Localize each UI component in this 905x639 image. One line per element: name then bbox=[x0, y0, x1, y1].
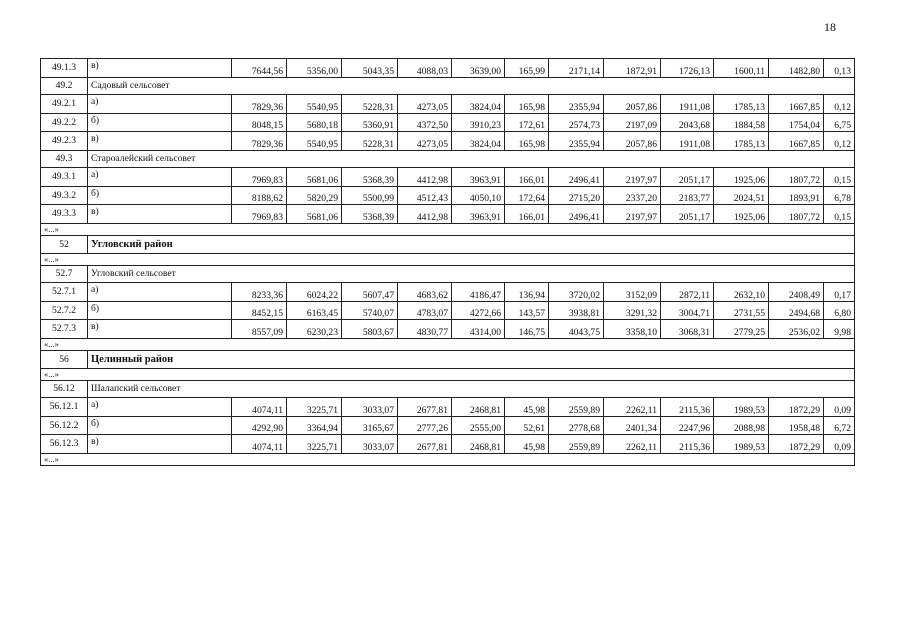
row-code: 49.3.3 bbox=[41, 205, 88, 224]
value-cell: 0,13 bbox=[824, 59, 855, 78]
value-cell: 5681,06 bbox=[287, 168, 342, 187]
value-cell: 6,80 bbox=[824, 301, 855, 320]
value-cell: 8557,09 bbox=[232, 320, 287, 339]
value-cell: 7969,83 bbox=[232, 168, 287, 187]
value-cell: 5228,31 bbox=[342, 95, 398, 114]
value-cell: 8188,62 bbox=[232, 186, 287, 205]
value-cell: 2024,51 bbox=[714, 186, 769, 205]
value-cell: 2197,97 bbox=[604, 168, 661, 187]
value-cell: 2731,55 bbox=[714, 301, 769, 320]
value-cell: 6,72 bbox=[824, 416, 855, 435]
value-cell: 2197,97 bbox=[604, 205, 661, 224]
value-cell: 6163,45 bbox=[287, 301, 342, 320]
row-variant: в) bbox=[88, 59, 232, 78]
value-cell: 4186,47 bbox=[452, 283, 505, 302]
settlement-row bbox=[41, 77, 855, 95]
value-cell: 5540,95 bbox=[287, 95, 342, 114]
page-number: 18 bbox=[824, 20, 836, 34]
value-cell: 4088,03 bbox=[398, 59, 452, 78]
row-code: 52.7.1 bbox=[41, 283, 88, 302]
value-cell: 5368,39 bbox=[342, 205, 398, 224]
value-cell: 2262,11 bbox=[604, 398, 661, 417]
value-cell: 1667,85 bbox=[769, 95, 824, 114]
value-cell: 0,09 bbox=[824, 398, 855, 417]
value-cell: 1925,06 bbox=[714, 205, 769, 224]
value-cell: 4314,00 bbox=[452, 320, 505, 339]
settlement-code: 49.2 bbox=[41, 77, 88, 95]
row-variant: а) bbox=[88, 283, 232, 302]
value-cell: 4683,62 bbox=[398, 283, 452, 302]
value-cell: 2057,86 bbox=[604, 132, 661, 151]
value-cell: 3165,67 bbox=[342, 416, 398, 435]
table-row bbox=[41, 320, 855, 339]
district-code: 52 bbox=[41, 235, 88, 253]
row-variant: в) bbox=[88, 205, 232, 224]
ellipsis-row bbox=[41, 338, 855, 350]
table-row bbox=[41, 301, 855, 320]
settlement-row bbox=[41, 380, 855, 398]
value-cell: 4272,66 bbox=[452, 301, 505, 320]
value-cell: 4273,05 bbox=[398, 132, 452, 151]
value-cell: 8048,15 bbox=[232, 113, 287, 132]
value-cell: 0,15 bbox=[824, 168, 855, 187]
value-cell: 2051,17 bbox=[661, 168, 714, 187]
value-cell: 6,75 bbox=[824, 113, 855, 132]
value-cell: 2677,81 bbox=[398, 398, 452, 417]
value-cell: 143,57 bbox=[505, 301, 549, 320]
value-cell: 7644,56 bbox=[232, 59, 287, 78]
value-cell: 2779,25 bbox=[714, 320, 769, 339]
value-cell: 4074,11 bbox=[232, 398, 287, 417]
value-cell: 1807,72 bbox=[769, 168, 824, 187]
table-row bbox=[41, 398, 855, 417]
value-cell: 2183,77 bbox=[661, 186, 714, 205]
settlement-code: 52.7 bbox=[41, 265, 88, 283]
value-cell: 1872,29 bbox=[769, 398, 824, 417]
row-code: 49.1.3 bbox=[41, 59, 88, 78]
value-cell: 1884,58 bbox=[714, 113, 769, 132]
row-variant: в) bbox=[88, 320, 232, 339]
row-code: 52.7.2 bbox=[41, 301, 88, 320]
value-cell: 5803,67 bbox=[342, 320, 398, 339]
value-cell: 3033,07 bbox=[342, 398, 398, 417]
value-cell: 4830,77 bbox=[398, 320, 452, 339]
district-row bbox=[41, 235, 855, 253]
settlement-name: Шалапский сельсовет bbox=[88, 380, 855, 398]
value-cell: 2355,94 bbox=[549, 132, 604, 151]
value-cell: 3963,91 bbox=[452, 205, 505, 224]
district-code: 56 bbox=[41, 350, 88, 368]
value-cell: 1754,04 bbox=[769, 113, 824, 132]
value-cell: 2408,49 bbox=[769, 283, 824, 302]
ellipsis-row bbox=[41, 253, 855, 265]
settlement-code: 49.3 bbox=[41, 150, 88, 168]
value-cell: 0,17 bbox=[824, 283, 855, 302]
settlement-code: 56.12 bbox=[41, 380, 88, 398]
value-cell: 2115,36 bbox=[661, 435, 714, 454]
value-cell: 5043,35 bbox=[342, 59, 398, 78]
table-row bbox=[41, 95, 855, 114]
ellipsis-text: «...» bbox=[41, 338, 855, 350]
value-cell: 1911,08 bbox=[661, 132, 714, 151]
row-variant: б) bbox=[88, 416, 232, 435]
value-cell: 2355,94 bbox=[549, 95, 604, 114]
value-cell: 2088,98 bbox=[714, 416, 769, 435]
ellipsis-row bbox=[41, 453, 855, 465]
value-cell: 5607,47 bbox=[342, 283, 398, 302]
value-cell: 0,15 bbox=[824, 205, 855, 224]
row-code: 56.12.3 bbox=[41, 435, 88, 454]
value-cell: 2559,89 bbox=[549, 435, 604, 454]
row-variant: б) bbox=[88, 186, 232, 205]
value-cell: 3358,10 bbox=[604, 320, 661, 339]
ellipsis-text: «...» bbox=[41, 453, 855, 465]
value-cell: 4412,98 bbox=[398, 168, 452, 187]
value-cell: 3068,31 bbox=[661, 320, 714, 339]
value-cell: 165,98 bbox=[505, 95, 549, 114]
value-cell: 166,01 bbox=[505, 168, 549, 187]
value-cell: 4783,07 bbox=[398, 301, 452, 320]
value-cell: 3291,32 bbox=[604, 301, 661, 320]
value-cell: 5368,39 bbox=[342, 168, 398, 187]
value-cell: 2115,36 bbox=[661, 398, 714, 417]
value-cell: 7829,36 bbox=[232, 132, 287, 151]
value-cell: 3639,00 bbox=[452, 59, 505, 78]
value-cell: 2247,96 bbox=[661, 416, 714, 435]
table-row bbox=[41, 168, 855, 187]
value-cell: 3938,81 bbox=[549, 301, 604, 320]
value-cell: 4372,50 bbox=[398, 113, 452, 132]
table-row bbox=[41, 113, 855, 132]
value-cell: 2494,68 bbox=[769, 301, 824, 320]
value-cell: 3033,07 bbox=[342, 435, 398, 454]
value-cell: 4074,11 bbox=[232, 435, 287, 454]
value-cell: 3364,94 bbox=[287, 416, 342, 435]
value-cell: 9,98 bbox=[824, 320, 855, 339]
district-row bbox=[41, 350, 855, 368]
value-cell: 2559,89 bbox=[549, 398, 604, 417]
value-cell: 5360,91 bbox=[342, 113, 398, 132]
value-cell: 172,61 bbox=[505, 113, 549, 132]
row-code: 56.12.2 bbox=[41, 416, 88, 435]
value-cell: 1726,13 bbox=[661, 59, 714, 78]
district-name: Угловский район bbox=[88, 235, 855, 253]
row-code: 49.2.1 bbox=[41, 95, 88, 114]
ellipsis-row bbox=[41, 368, 855, 380]
value-cell: 5500,99 bbox=[342, 186, 398, 205]
value-cell: 4043,75 bbox=[549, 320, 604, 339]
settlement-name: Угловский сельсовет bbox=[88, 265, 855, 283]
value-cell: 2872,11 bbox=[661, 283, 714, 302]
row-variant: а) bbox=[88, 95, 232, 114]
row-variant: б) bbox=[88, 301, 232, 320]
table-row bbox=[41, 416, 855, 435]
value-cell: 3824,04 bbox=[452, 95, 505, 114]
value-cell: 2715,20 bbox=[549, 186, 604, 205]
value-cell: 3824,04 bbox=[452, 132, 505, 151]
value-cell: 0,09 bbox=[824, 435, 855, 454]
value-cell: 1667,85 bbox=[769, 132, 824, 151]
value-cell: 146,75 bbox=[505, 320, 549, 339]
value-cell: 3910,23 bbox=[452, 113, 505, 132]
value-cell: 6230,23 bbox=[287, 320, 342, 339]
value-cell: 3152,09 bbox=[604, 283, 661, 302]
table-row bbox=[41, 283, 855, 302]
value-cell: 2401,34 bbox=[604, 416, 661, 435]
row-variant: б) bbox=[88, 113, 232, 132]
value-cell: 3225,71 bbox=[287, 435, 342, 454]
value-cell: 5740,07 bbox=[342, 301, 398, 320]
value-cell: 2496,41 bbox=[549, 168, 604, 187]
row-variant: в) bbox=[88, 435, 232, 454]
table-body bbox=[41, 59, 855, 466]
value-cell: 3963,91 bbox=[452, 168, 505, 187]
value-cell: 1872,29 bbox=[769, 435, 824, 454]
value-cell: 1958,48 bbox=[769, 416, 824, 435]
value-cell: 2778,68 bbox=[549, 416, 604, 435]
value-cell: 2632,10 bbox=[714, 283, 769, 302]
table-row bbox=[41, 205, 855, 224]
value-cell: 1482,80 bbox=[769, 59, 824, 78]
row-code: 56.12.1 bbox=[41, 398, 88, 417]
value-cell: 6,78 bbox=[824, 186, 855, 205]
value-cell: 2536,02 bbox=[769, 320, 824, 339]
value-cell: 2051,17 bbox=[661, 205, 714, 224]
value-cell: 4273,05 bbox=[398, 95, 452, 114]
value-cell: 2555,00 bbox=[452, 416, 505, 435]
value-cell: 2057,86 bbox=[604, 95, 661, 114]
value-cell: 2337,20 bbox=[604, 186, 661, 205]
value-cell: 1807,72 bbox=[769, 205, 824, 224]
row-variant: а) bbox=[88, 168, 232, 187]
value-cell: 1785,13 bbox=[714, 132, 769, 151]
row-code: 49.3.2 bbox=[41, 186, 88, 205]
value-cell: 1872,91 bbox=[604, 59, 661, 78]
ellipsis-row bbox=[41, 223, 855, 235]
row-code: 52.7.3 bbox=[41, 320, 88, 339]
value-cell: 165,98 bbox=[505, 132, 549, 151]
table-row bbox=[41, 132, 855, 151]
ellipsis-text: «...» bbox=[41, 368, 855, 380]
value-cell: 2496,41 bbox=[549, 205, 604, 224]
value-cell: 2468,81 bbox=[452, 435, 505, 454]
row-variant: а) bbox=[88, 398, 232, 417]
settlement-name: Садовый сельсовет bbox=[88, 77, 855, 95]
value-cell: 3004,71 bbox=[661, 301, 714, 320]
value-cell: 1893,91 bbox=[769, 186, 824, 205]
value-cell: 2043,68 bbox=[661, 113, 714, 132]
value-cell: 172,64 bbox=[505, 186, 549, 205]
value-cell: 136,94 bbox=[505, 283, 549, 302]
value-cell: 3225,71 bbox=[287, 398, 342, 417]
value-cell: 2677,81 bbox=[398, 435, 452, 454]
ellipsis-text: «...» bbox=[41, 253, 855, 265]
value-cell: 45,98 bbox=[505, 435, 549, 454]
value-cell: 2171,14 bbox=[549, 59, 604, 78]
row-variant: в) bbox=[88, 132, 232, 151]
table-row bbox=[41, 435, 855, 454]
ellipsis-text: «...» bbox=[41, 223, 855, 235]
value-cell: 165,99 bbox=[505, 59, 549, 78]
value-cell: 1911,08 bbox=[661, 95, 714, 114]
value-cell: 5681,06 bbox=[287, 205, 342, 224]
value-cell: 2197,09 bbox=[604, 113, 661, 132]
value-cell: 45,98 bbox=[505, 398, 549, 417]
value-cell: 6024,22 bbox=[287, 283, 342, 302]
row-code: 49.3.1 bbox=[41, 168, 88, 187]
settlement-row bbox=[41, 265, 855, 283]
value-cell: 7969,83 bbox=[232, 205, 287, 224]
value-cell: 4412,98 bbox=[398, 205, 452, 224]
value-cell: 52,61 bbox=[505, 416, 549, 435]
value-cell: 2468,81 bbox=[452, 398, 505, 417]
value-cell: 5228,31 bbox=[342, 132, 398, 151]
value-cell: 0,12 bbox=[824, 95, 855, 114]
value-cell: 2574,73 bbox=[549, 113, 604, 132]
value-cell: 1785,13 bbox=[714, 95, 769, 114]
value-cell: 1600,11 bbox=[714, 59, 769, 78]
value-cell: 4050,10 bbox=[452, 186, 505, 205]
value-cell: 3720,02 bbox=[549, 283, 604, 302]
value-cell: 7829,36 bbox=[232, 95, 287, 114]
tariff-table bbox=[40, 58, 855, 466]
value-cell: 5820,29 bbox=[287, 186, 342, 205]
value-cell: 166,01 bbox=[505, 205, 549, 224]
value-cell: 1989,53 bbox=[714, 398, 769, 417]
value-cell: 2262,11 bbox=[604, 435, 661, 454]
settlement-row bbox=[41, 150, 855, 168]
value-cell: 0,12 bbox=[824, 132, 855, 151]
row-code: 49.2.3 bbox=[41, 132, 88, 151]
value-cell: 1989,53 bbox=[714, 435, 769, 454]
value-cell: 8233,36 bbox=[232, 283, 287, 302]
value-cell: 5540,95 bbox=[287, 132, 342, 151]
value-cell: 2777,26 bbox=[398, 416, 452, 435]
district-name: Целинный район bbox=[88, 350, 855, 368]
value-cell: 5356,00 bbox=[287, 59, 342, 78]
value-cell: 4292,90 bbox=[232, 416, 287, 435]
value-cell: 1925,06 bbox=[714, 168, 769, 187]
table-row bbox=[41, 59, 855, 78]
row-code: 49.2.2 bbox=[41, 113, 88, 132]
table-row bbox=[41, 186, 855, 205]
value-cell: 5680,18 bbox=[287, 113, 342, 132]
value-cell: 8452,15 bbox=[232, 301, 287, 320]
value-cell: 4512,43 bbox=[398, 186, 452, 205]
settlement-name: Староалейский сельсовет bbox=[88, 150, 855, 168]
